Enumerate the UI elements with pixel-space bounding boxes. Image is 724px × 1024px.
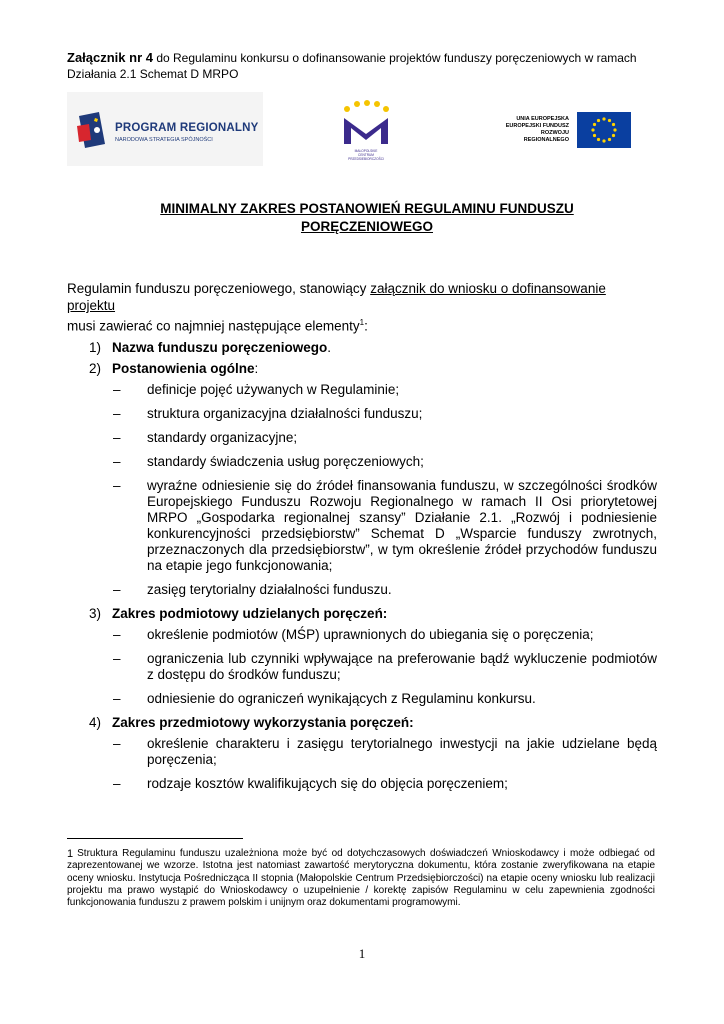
intro-paragraph xyxy=(67,280,657,335)
section-item xyxy=(67,715,657,731)
eu-line: UNIA EUROPEJSKA xyxy=(516,116,569,122)
list-item-text: zasięg terytorialny działalności funduszu. xyxy=(147,582,392,597)
dash-bullet: – xyxy=(113,627,121,642)
mcp-logo xyxy=(341,98,391,160)
list-item-text: określenie charakteru i zasięgu terytorialnego inwestycji na jakie udzielane będą poręczenia; xyxy=(147,736,657,767)
eu-logo xyxy=(497,112,631,148)
list-item-text: standardy świadczenia usług poręczeniowych; xyxy=(147,454,424,469)
dash-bullet: – xyxy=(113,430,121,445)
program-subtitle: NARODOWA STRATEGIA SPÓJNOŚCI xyxy=(115,137,213,143)
list-item xyxy=(67,627,657,643)
list-item xyxy=(67,430,657,446)
dash-bullet: – xyxy=(113,691,121,706)
list-item-text: ograniczenia lub czynniki wpływające na preferowanie bądź wykluczenie podmiotów z dostępu do środków funduszu; xyxy=(147,651,657,682)
section-item xyxy=(67,340,657,356)
section-number: 2) xyxy=(89,361,102,376)
requirements-list xyxy=(67,340,657,800)
dash-bullet: – xyxy=(113,406,121,421)
section-item xyxy=(67,606,657,622)
program-regionalny-emblem-icon xyxy=(75,110,111,150)
section-title: Postanowienia ogólne xyxy=(112,361,255,376)
dash-bullet: – xyxy=(113,776,121,791)
svg-text:PRZEDSIĘBIORCZOŚCI: PRZEDSIĘBIORCZOŚCI xyxy=(348,157,384,160)
intro-underlined: załącznik do wniosku o dofinansowanie projektu xyxy=(67,281,606,313)
program-title: PROGRAM REGIONALNY xyxy=(115,122,259,134)
section-title-suffix: : xyxy=(254,361,259,376)
list-item-text: wyraźne odniesienie się do źródeł finansowania funduszu, w szczególności środków Europejskiego Funduszu Rozwoju Regionalnego w ramach II Osi priorytetowej MRPO „Gospodarka regionalnej szansy” Działanie 2.1. „Rozwój i podniesienie konkurencyjności przedsiębiorstw” Schemat D „Wsparcie funduszy zwrotnych, przeznaczonych dla przedsiębiorstw”, w tym określenie źródeł przychodów funduszu na etapie jego funkcjonowania; xyxy=(147,478,657,573)
list-item xyxy=(67,736,657,768)
intro-colon: : xyxy=(364,318,368,334)
list-item xyxy=(67,454,657,470)
footnote xyxy=(67,848,655,909)
dash-bullet: – xyxy=(113,651,121,666)
footnote-ref: 1 xyxy=(359,318,365,327)
svg-text:CENTRUM: CENTRUM xyxy=(358,153,374,157)
dash-bullet: – xyxy=(113,582,121,597)
title-line: MINIMALNY ZAKRES POSTANOWIEŃ REGULAMINU FUNDUSZU xyxy=(160,201,574,216)
list-item-text: standardy organizacyjne; xyxy=(147,430,298,445)
section-item xyxy=(67,361,657,377)
attachment-text: do Regulaminu konkursu o dofinansowanie projektów funduszy poręczeniowych w ramach Działania 2.1 Schemat D MRPO xyxy=(67,51,637,81)
list-item-text: rodzaje kosztów kwalifikujących się do objęcia poręczeniem; xyxy=(147,776,508,791)
eu-flag-icon xyxy=(577,112,631,148)
footnote-number: 1 xyxy=(67,848,74,860)
eu-line: ROZWOJU REGIONALNEGO xyxy=(523,130,569,143)
list-item xyxy=(67,478,657,574)
section-number: 4) xyxy=(89,715,102,730)
svg-text:MAŁOPOLSKIE: MAŁOPOLSKIE xyxy=(354,149,378,153)
program-regionalny-logo xyxy=(67,92,263,166)
document-title xyxy=(67,200,667,236)
section-number: 1) xyxy=(89,340,102,355)
page-number: 1 xyxy=(358,946,366,961)
list-item-text: definicje pojęć używanych w Regulaminie; xyxy=(147,382,400,397)
dash-bullet: – xyxy=(113,736,121,751)
section-title: Zakres podmiotowy udzielanych poręczeń: xyxy=(112,606,388,621)
section-number: 3) xyxy=(89,606,102,621)
list-item-text: odniesienie do ograniczeń wynikających z Regulaminu konkursu. xyxy=(147,691,536,706)
list-item xyxy=(67,776,657,792)
section-title-suffix: . xyxy=(327,340,332,355)
dash-bullet: – xyxy=(113,454,121,469)
list-item-text: struktura organizacyjna działalności funduszu; xyxy=(147,406,423,421)
eu-line: EUROPEJSKI FUNDUSZ xyxy=(505,123,569,129)
dash-bullet: – xyxy=(113,382,121,397)
list-item-text: określenie podmiotów (MŚP) uprawnionych do ubiegania się o poręczenia; xyxy=(147,627,594,642)
list-item xyxy=(67,582,657,598)
list-item xyxy=(67,651,657,683)
footnote-text: Struktura Regulaminu funduszu uzależniona może być od dotychczasowych doświadczeń Wnioskodawcy i może odbiegać od zaprezentowanej we wzorze. Istotna jest natomiast zawartość merytoryczna dokumentu, która zostanie zweryfikowana na etapie oceny wniosku. Instytucja Pośrednicząca II stopnia (Małopolskie Centrum Przedsiębiorczości) na etapie oceny wniosku lub realizacji projektu ma prawo wystąpić do Wnioskodawcy o uzupełnienie / korektę zapisów Regulaminu w celu zapewnienia zgodności funkcjonowania funduszu z prawem polskim i unijnym oraz dokumentami programowymi. xyxy=(67,848,655,909)
eu-text xyxy=(497,116,569,144)
section-title: Zakres przedmiotowy wykorzystania poręczeń: xyxy=(112,715,414,730)
intro-text: musi zawierać co najmniej następujące elementy xyxy=(67,318,360,334)
section-title: Nazwa funduszu poręczeniowego xyxy=(112,340,328,355)
dash-bullet: – xyxy=(113,478,121,493)
intro-text: Regulamin funduszu poręczeniowego, stanowiący xyxy=(67,281,371,296)
list-item xyxy=(67,382,657,398)
footnote-divider xyxy=(67,838,243,839)
mcp-emblem-icon xyxy=(341,98,391,160)
list-item xyxy=(67,406,657,422)
list-item xyxy=(67,691,657,707)
attachment-label: Załącznik nr 4 xyxy=(67,50,153,65)
logo-strip xyxy=(67,92,667,166)
title-line: PORĘCZENIOWEGO xyxy=(300,219,433,234)
attachment-header xyxy=(67,50,667,82)
